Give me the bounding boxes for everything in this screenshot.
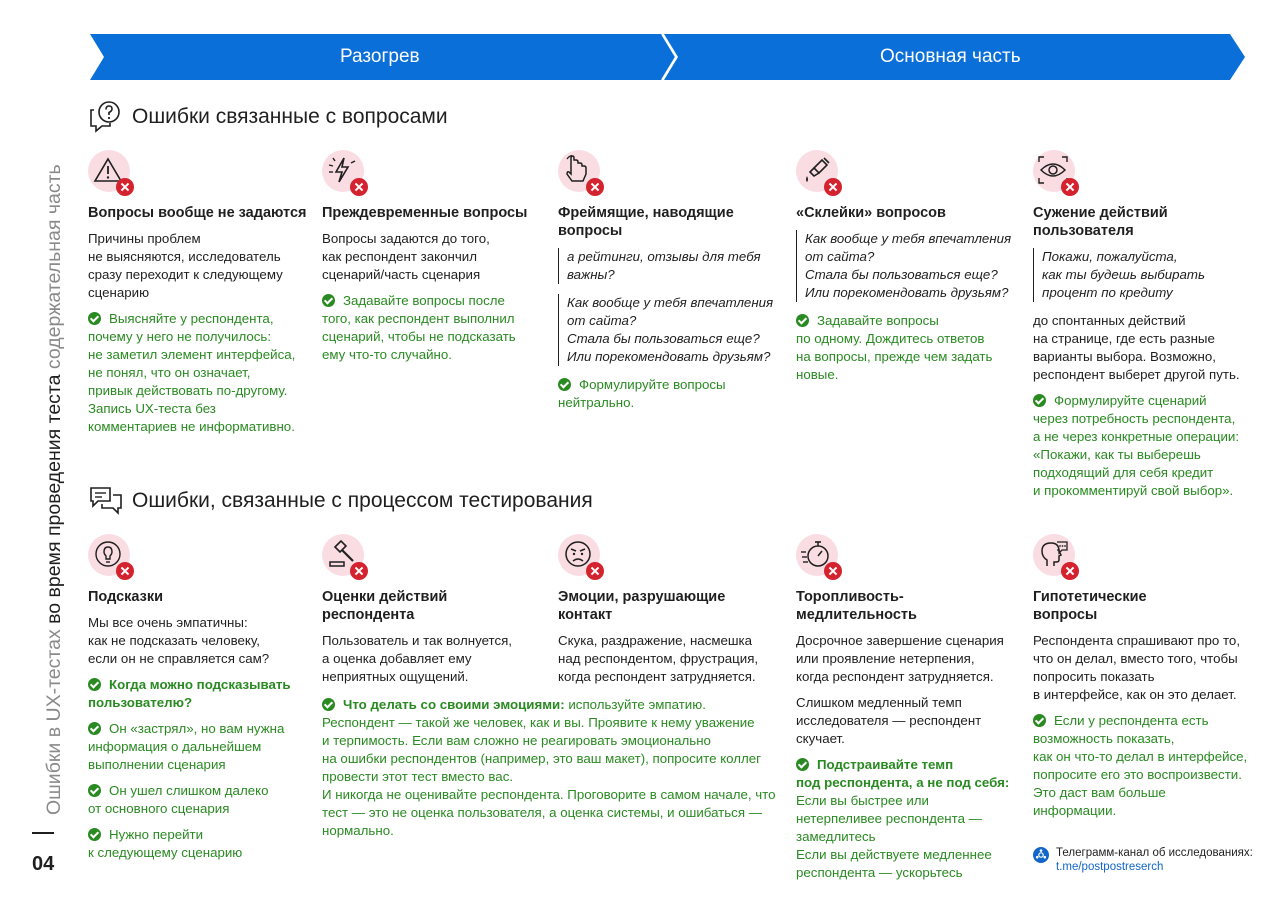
card-title: Фреймящие, наводящие вопросы bbox=[558, 205, 734, 239]
error-mark-icon bbox=[586, 178, 604, 196]
card-description: Скука, раздражение, насмешка над респондентом, фрустрация, когда респондент затрудняется. bbox=[558, 633, 759, 684]
vertical-title-part2: во время проведения теста bbox=[43, 374, 65, 624]
telegram-footer bbox=[1033, 846, 1253, 874]
error-mark-icon bbox=[116, 562, 134, 580]
shared-tip-heading: Что делать со своими эмоциями: bbox=[343, 697, 565, 712]
card-example-quote: Как вообще у тебя впечатления от сайта? Стала бы пользоваться еще? Или порекомендовать друзьям? bbox=[558, 294, 778, 366]
card-tip-heading: Когда можно подсказывать пользователю? bbox=[88, 677, 291, 710]
card-premature-questions bbox=[322, 150, 542, 372]
sidebar bbox=[0, 0, 70, 910]
shared-tip-body: Респондент — такой же человек, как и вы. Проявите к нему уважение и терпимость. Если вам сложно не реагировать эмоционально на ошибки респондентов (например, это ваш макет), попросите коллег провести этот тест вместо вас. И никогда не оценивайте респондента. Проговорите в самом начале, что тест — это не оценка пользователя, а оценка системы, и ошибаться — нормально. bbox=[322, 715, 776, 838]
card-leading-questions bbox=[558, 150, 778, 420]
card-no-questions bbox=[88, 150, 308, 444]
card-tip: Нужно перейти к следующему сценарию bbox=[88, 827, 243, 860]
section-process-title: Ошибки, связанные с процессом тестирования bbox=[132, 489, 593, 512]
card-title: Преждевременные вопросы bbox=[322, 205, 528, 221]
card-title: Вопросы вообще не задаются bbox=[88, 205, 307, 221]
card-tip: Формулируйте сценарий через потребность респондента, а не через конкретные операции: «Покажи, как ты выберешь подходящий для себя кредит и прокомментируй свой выбор». bbox=[1033, 393, 1240, 498]
vertical-title-part1: Ошибки в UX-тестах bbox=[43, 623, 65, 815]
shared-tip-intro: используйте эмпатию. bbox=[564, 697, 706, 712]
error-mark-icon bbox=[1061, 178, 1079, 196]
card-hints bbox=[88, 534, 308, 870]
card-tip: Выясняйте у респондента, почему у него не получилось: не заметил элемент интерфейса, не понял, что он означает, привык действовать по-другому. Запись UX-теста без комментариев не информативно. bbox=[88, 311, 296, 434]
banner-arrows bbox=[88, 34, 1246, 80]
card-tip: Он ушел слишком далеко от основного сценария bbox=[88, 783, 269, 816]
card-description: Досрочное завершение сценария или проявление нетерпения, когда респондент затрудняется. bbox=[796, 633, 1004, 684]
check-icon bbox=[1033, 714, 1046, 727]
section-process-header bbox=[88, 484, 593, 518]
card-glued-questions bbox=[796, 150, 1016, 392]
section-questions-title: Ошибки связанные с вопросами bbox=[132, 105, 448, 128]
error-mark-icon bbox=[586, 562, 604, 580]
card-hypothetical bbox=[1033, 534, 1253, 828]
card-tip: Он «застрял», но вам нужна информация о дальнейшем выполнении сценария bbox=[88, 721, 285, 772]
card-emotions bbox=[558, 534, 778, 694]
process-banner bbox=[88, 34, 1246, 80]
card-description: Пользователь и так волнуется, а оценка добавляет ему неприятных ощущений. bbox=[322, 633, 513, 684]
check-icon bbox=[88, 678, 101, 691]
error-mark-icon bbox=[116, 178, 134, 196]
check-icon bbox=[796, 758, 809, 771]
card-tip: Подстраивайте темп под респондента, а не под себя: Если вы быстрее или нетерпеливее респондента — замедлитесь Если вы действуете медленнее респондента — ускорьтесь bbox=[796, 757, 1010, 880]
card-description: Мы все очень эмпатичны: как не подсказать человеку, если он не справляется сам? bbox=[88, 615, 270, 666]
card-example-quote: а рейтинги, отзывы для тебя важны? bbox=[558, 248, 778, 284]
card-title: Торопливость- медлительность bbox=[796, 589, 917, 623]
error-mark-icon bbox=[1061, 562, 1079, 580]
card-title: Гипотетические вопросы bbox=[1033, 589, 1147, 623]
card-narrowing-actions bbox=[1033, 150, 1253, 508]
chat-bubbles-icon bbox=[88, 484, 124, 518]
card-tip: Задавайте вопросы после того, как респондент выполнил сценарий, чтобы не подсказать ему что-то случайно. bbox=[322, 293, 516, 362]
banner-step-warmup: Разогрев bbox=[340, 46, 420, 67]
error-mark-icon bbox=[350, 562, 368, 580]
card-tip: Задавайте вопросы по одному. Дождитесь ответов на вопросы, прежде чем задать новые. bbox=[796, 313, 993, 382]
page-number: 04 bbox=[32, 853, 55, 875]
card-tip: Если у респондента есть возможность показать, как он что-то делал в интерфейсе, попросите его это воспроизвести. Это даст вам больше информации. bbox=[1033, 713, 1248, 818]
card-title: Подсказки bbox=[88, 589, 164, 605]
card-tip: Формулируйте вопросы нейтрально. bbox=[558, 377, 726, 410]
check-icon bbox=[1033, 394, 1046, 407]
check-icon bbox=[322, 698, 335, 711]
card-evaluations bbox=[322, 534, 542, 694]
card-title: Оценки действий респондента bbox=[322, 589, 448, 623]
card-pace bbox=[796, 534, 1016, 890]
card-example-quote: Как вообще у тебя впечатления от сайта? Стала бы пользоваться еще? Или порекомендовать друзьям? bbox=[796, 230, 1016, 302]
card-description: Причины проблем не выясняются, исследователь сразу переходит к следующему сценарию bbox=[88, 231, 283, 300]
section-questions-header bbox=[88, 100, 448, 134]
telegram-channel-icon bbox=[1033, 847, 1049, 863]
check-icon bbox=[558, 378, 571, 391]
vertical-title-part3: содержательная часть bbox=[43, 164, 65, 375]
card-title: Эмоции, разрушающие контакт bbox=[558, 589, 726, 623]
card-description: Вопросы задаются до того, как респондент закончил сценарий/часть сценария bbox=[322, 231, 490, 282]
check-icon bbox=[88, 722, 101, 735]
check-icon bbox=[88, 828, 101, 841]
card-description: до спонтанных действий на странице, где есть разные варианты выбора. Возможно, респондент выберет другой путь. bbox=[1033, 313, 1240, 382]
check-icon bbox=[796, 314, 809, 327]
check-icon bbox=[88, 784, 101, 797]
card-description: Слишком медленный темп исследователя — респондент скучает. bbox=[796, 695, 982, 746]
vertical-title bbox=[45, 164, 65, 815]
error-mark-icon bbox=[824, 178, 842, 196]
check-icon bbox=[88, 312, 101, 325]
banner-step-main: Основная часть bbox=[880, 46, 1021, 67]
check-icon bbox=[322, 294, 335, 307]
telegram-label: Телеграмм-канал об исследованиях: bbox=[1056, 847, 1253, 859]
telegram-link[interactable]: t.me/postpostreserch bbox=[1056, 861, 1164, 873]
card-title: Сужение действий пользователя bbox=[1033, 205, 1168, 239]
error-mark-icon bbox=[824, 562, 842, 580]
card-description: Респондента спрашивают про то, что он делал, вместо того, чтобы попросить показать в интерфейсе, как он это делает. bbox=[1033, 633, 1241, 702]
error-mark-icon bbox=[350, 178, 368, 196]
emotions-shared-tip bbox=[322, 696, 782, 848]
question-chat-icon bbox=[88, 100, 124, 134]
sidebar-divider bbox=[32, 832, 54, 834]
card-title: «Склейки» вопросов bbox=[796, 205, 946, 221]
card-example-quote: Покажи, пожалуйста, как ты будешь выбирать процент по кредиту bbox=[1033, 248, 1253, 302]
